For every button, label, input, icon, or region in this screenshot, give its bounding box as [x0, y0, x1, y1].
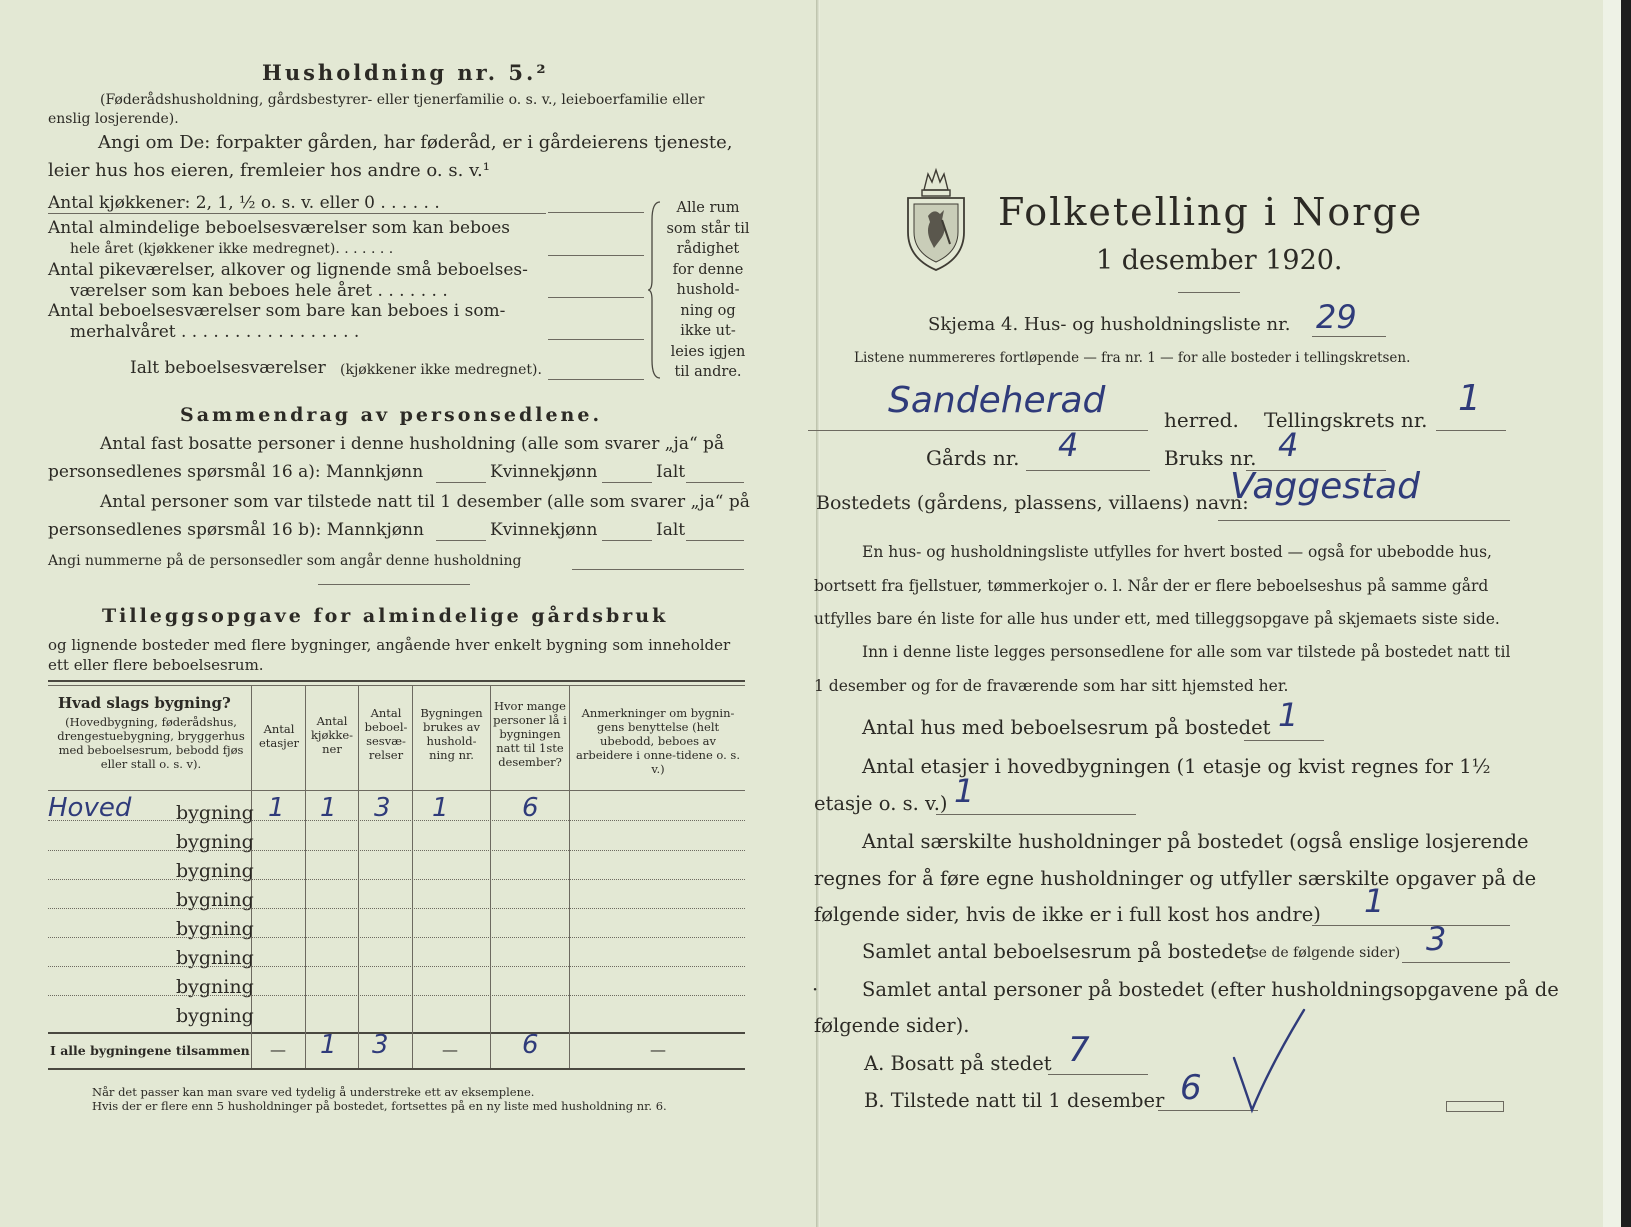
- summary-a-line-2: personsedlenes spørsmål 16 a): Mannkjønn: [48, 462, 424, 482]
- col-header-bygning-sub: (Hovedbygning, føderådshus, drengestuebygning, bryggerhus med beboelsesrum, bebodd fjøs eller stall o. s. v).: [57, 715, 245, 771]
- husholdninger-line-3: følgende sider, hvis de ikke er i full kost hos andre): [814, 903, 1321, 926]
- divider: [1178, 292, 1240, 293]
- table-header-rule: [48, 790, 745, 791]
- form-title: Folketelling i Norge: [998, 190, 1424, 234]
- total-vaerelser[interactable]: 3: [372, 1030, 389, 1060]
- herred-label: herred.: [1164, 408, 1239, 432]
- answer-line-kjokkener[interactable]: [548, 212, 644, 213]
- row-line: [48, 995, 745, 996]
- row-line: [48, 820, 248, 821]
- checkmark-icon: [1230, 1006, 1310, 1116]
- ialt-note: (kjøkkener ikke medregnet).: [340, 362, 542, 378]
- divider: [48, 213, 546, 214]
- tillegg-line-2: ett eller flere beboelsesrum.: [48, 656, 264, 674]
- skjema-number[interactable]: 29: [1316, 298, 1357, 336]
- bullet-dot: ·: [812, 978, 819, 1001]
- answer-line: [1312, 925, 1510, 926]
- col-header-bygning-title: Hvad slags bygning?: [58, 694, 231, 712]
- gards-label: Gårds nr.: [926, 446, 1020, 470]
- answer-line[interactable]: [572, 569, 744, 570]
- building-name[interactable]: Hoved: [48, 793, 132, 823]
- table-top-rule: [48, 680, 745, 682]
- side-note-line: til andre.: [674, 364, 742, 380]
- divider: [318, 584, 470, 585]
- answer-line: [1436, 430, 1506, 431]
- question-almindelige-2: hele året (kjøkkener ikke medregnet). . . . . . .: [70, 241, 394, 257]
- answer-line-sommer[interactable]: [548, 339, 644, 340]
- question-pike-2: værelser som kan beboes hele året . . . . . . .: [70, 281, 448, 301]
- tellingskrets-value[interactable]: 1: [1458, 378, 1481, 419]
- question-kjokkener: Antal kjøkkener: 2, 1, ½ o. s. v. eller 0 . . . . . .: [48, 193, 440, 213]
- personer-line-2: følgende sider).: [814, 1014, 970, 1037]
- question-almindelige-1: Antal almindelige beboelsesværelser som kan beboes: [48, 218, 510, 238]
- bosted-label: Bostedets (gårdens, plassens, villaens) navn:: [816, 492, 1249, 514]
- para-2-line-1: Inn i denne liste legges personsedlene for alle som var tilstede på bostedet natt til: [862, 643, 1511, 661]
- right-page: [812, 0, 1631, 1227]
- total-personer[interactable]: 6: [522, 1030, 539, 1060]
- bosatt-value[interactable]: 7: [1068, 1030, 1090, 1070]
- table-bottom-rule: [48, 1068, 745, 1070]
- ialt-label: Ialt beboelsesværelser: [130, 358, 326, 378]
- answer-line: [1312, 336, 1386, 337]
- cell-husholdning[interactable]: 1: [432, 793, 449, 823]
- bygning-label: bygning: [176, 918, 254, 940]
- bygning-label: bygning: [176, 947, 254, 969]
- coat-of-arms-icon: [904, 160, 968, 272]
- col-divider: [490, 685, 491, 1068]
- answer-line-ialt[interactable]: [548, 379, 644, 380]
- para-1-line-1: En hus- og husholdningsliste utfylles for hvert bosted — også for ubebodde hus,: [862, 543, 1492, 561]
- summary-title: Sammendrag av personsedlene.: [180, 404, 603, 426]
- para-1-line-3: utfylles bare én liste for alle hus under ett, med tilleggsopgave på skjemaets siste side.: [814, 610, 1500, 628]
- side-note-line: for denne: [672, 261, 744, 278]
- footnote-2: Hvis der er flere enn 5 husholdninger på bostedet, fortsettes på en ny liste med husholdning nr. 6.: [92, 1099, 667, 1113]
- side-note-line: Alle rum: [676, 200, 740, 216]
- cell-kjokkener[interactable]: 1: [320, 793, 337, 823]
- row-line: [48, 937, 745, 938]
- angi-nummer: Angi nummerne på de personsedler som angår denne husholdning: [48, 553, 522, 569]
- husholdninger-line-2: regnes for å føre egne husholdninger og utfyller særskilte opgaver på de: [814, 867, 1537, 890]
- summary-b-line-1: Antal personer som var tilstede natt til 1 desember (alle som svarer „ja“ på: [100, 492, 750, 512]
- answer-line-almindelige[interactable]: [548, 255, 644, 256]
- answer-line: [936, 814, 1136, 815]
- question-sommer-1: Antal beboelsesværelser som bare kan beboes i som-: [48, 301, 506, 321]
- col-divider: [305, 685, 306, 1068]
- col-divider: [569, 685, 570, 1068]
- question-pike-1: Antal pikeværelser, alkover og lignende små beboelses-: [48, 260, 528, 280]
- answer-line[interactable]: [436, 540, 486, 541]
- tilstede-label: B. Tilstede natt til 1 desember: [864, 1089, 1165, 1112]
- cell-personer[interactable]: 6: [522, 793, 539, 823]
- form-date: 1 desember 1920.: [1096, 245, 1343, 276]
- row-line: [252, 820, 745, 821]
- side-note-line: hushold-: [676, 282, 740, 298]
- bruks-label: Bruks nr.: [1164, 446, 1257, 470]
- col-header-etasjer: Antal etasjer: [258, 722, 300, 750]
- side-note-line: ikke ut-: [680, 323, 736, 339]
- answer-line[interactable]: [686, 540, 744, 541]
- rum-label: Samlet antal beboelsesrum på bostedet: [862, 940, 1254, 963]
- summary-a-line-1: Antal fast bosatte personer i denne husholdning (alle som svarer „ja“ på: [100, 434, 725, 454]
- etasjer-line-2: etasje o. s. v.): [814, 792, 948, 815]
- bygning-label: bygning: [176, 860, 254, 882]
- bygning-label: bygning: [176, 831, 254, 853]
- bygning-label: bygning: [176, 1005, 254, 1027]
- answer-line: [1218, 520, 1510, 521]
- total-anm: —: [650, 1040, 666, 1059]
- side-note-line: leies igjen: [670, 343, 746, 360]
- personer-line-1: Samlet antal personer på bostedet (efter husholdningsopgavene på de: [862, 978, 1559, 1001]
- question-sommer-2: merhalvåret . . . . . . . . . . . . . . . . .: [70, 322, 360, 342]
- row-line: [48, 879, 745, 880]
- side-note-line: ning og: [680, 302, 736, 319]
- printer-stamp: [1446, 1101, 1504, 1112]
- total-etasjer: —: [270, 1040, 286, 1059]
- bygning-label: bygning: [176, 889, 254, 911]
- side-note-line: som står til: [666, 220, 750, 237]
- para-2-line-2: 1 desember og for de fraværende som har sitt hjemsted her.: [814, 677, 1289, 695]
- husholdninger-line-1: Antal særskilte husholdninger på bostedet (også enslige losjerende: [862, 830, 1529, 853]
- ialt-label-b: Ialt: [656, 520, 686, 540]
- col-divider: [412, 685, 413, 1068]
- ialt-label-a: Ialt: [656, 462, 686, 482]
- household-title: Husholdning nr. 5.²: [262, 60, 549, 85]
- hus-label: Antal hus med beboelsesrum på bostedet: [862, 716, 1271, 739]
- kvinne-label: Kvinnekjønn: [490, 520, 598, 540]
- side-note-line: rådighet: [676, 241, 740, 257]
- row-line: [48, 908, 745, 909]
- para-1-line-2: bortsett fra fjellstuer, tømmerkojer o. l. Når der er flere beboelseshus på samme gård: [814, 577, 1489, 595]
- gards-value[interactable]: 4: [1058, 426, 1079, 464]
- etasjer-line-1: Antal etasjer i hovedbygningen (1 etasje og kvist regnes for 1½: [862, 755, 1491, 778]
- tillegg-line-1: og lignende bosteder med flere bygninger, angående hver enkelt bygning som inneholder: [48, 636, 731, 654]
- husholdninger-value[interactable]: 1: [1364, 882, 1385, 920]
- answer-line[interactable]: [686, 482, 744, 483]
- answer-line: [1048, 1074, 1148, 1075]
- row-line: [48, 850, 745, 851]
- listene-note: Listene nummereres fortløpende — fra nr. 1 — for alle bosteder i tellingskretsen.: [854, 350, 1411, 366]
- angi-line-1: Angi om De: forpakter gården, har føderåd, er i gårdeierens tjeneste,: [98, 132, 733, 153]
- col-divider: [358, 685, 359, 1068]
- rum-value[interactable]: 3: [1426, 920, 1447, 958]
- brace-icon: [648, 200, 664, 380]
- table-top-rule: [48, 685, 745, 686]
- side-note: [664, 198, 752, 383]
- answer-line-pike[interactable]: [548, 297, 644, 298]
- kvinne-label: Kvinnekjønn: [490, 462, 598, 482]
- bosted-value[interactable]: Vaggestad: [1230, 466, 1421, 507]
- herred-value[interactable]: Sandeherad: [888, 380, 1106, 421]
- footnote-1: Når det passer kan man svare ved tydelig å understreke ett av eksemplene.: [92, 1085, 535, 1099]
- cell-etasjer[interactable]: 1: [268, 793, 285, 823]
- tellingskrets-label: Tellingskrets nr.: [1264, 408, 1428, 432]
- col-header-kjokkener: Antal kjøkke-ner: [310, 714, 354, 756]
- total-row-label: I alle bygningene tilsammen: [50, 1043, 250, 1058]
- bygning-label: bygning: [176, 802, 254, 824]
- rum-note: (se de følgende sider): [1246, 945, 1401, 961]
- col-header-vaerelser: Antal beboel-sesvæ-relser: [364, 706, 408, 762]
- bosatt-label: A. Bosatt på stedet: [864, 1052, 1052, 1075]
- angi-line-2: leier hus hos eieren, fremleier hos andre o. s. v.¹: [48, 160, 490, 181]
- etasjer-value[interactable]: 1: [954, 772, 975, 810]
- answer-line: [808, 430, 1148, 431]
- tilstede-value[interactable]: 6: [1180, 1068, 1202, 1108]
- intro-paren-2: enslig losjerende).: [48, 111, 179, 127]
- summary-b-line-2: personsedlenes spørsmål 16 b): Mannkjønn: [48, 520, 424, 540]
- table-total-rule: [48, 1032, 745, 1034]
- col-header-husholdning: Bygningen brukes av hushold-ning nr.: [420, 706, 483, 762]
- answer-line[interactable]: [436, 482, 486, 483]
- hus-value[interactable]: 1: [1278, 696, 1299, 734]
- total-husholdning: —: [442, 1040, 458, 1059]
- answer-line[interactable]: [602, 482, 652, 483]
- col-header-personer: Hvor mange personer lå i bygningen natt til 1ste desember?: [493, 699, 567, 769]
- bygning-label: bygning: [176, 976, 254, 998]
- answer-line[interactable]: [602, 540, 652, 541]
- answer-line: [1244, 740, 1324, 741]
- col-header-anmerkninger: Anmerkninger om bygnin-gens benyttelse (helt ubebodd, beboes av arbeidere i onne-tidene o. s. v.): [575, 706, 740, 776]
- total-kjokkener[interactable]: 1: [320, 1030, 337, 1060]
- skjema-label: Skjema 4. Hus- og husholdningsliste nr.: [928, 314, 1291, 335]
- intro-paren-1: (Føderådshusholdning, gårdsbestyrer- eller tjenerfamilie o. s. v., leieboerfamilie eller: [100, 92, 705, 108]
- bruks-value[interactable]: 4: [1278, 426, 1299, 464]
- tillegg-title: Tilleggsopgave for almindelige gårdsbruk: [102, 605, 669, 627]
- cell-vaerelser[interactable]: 3: [374, 793, 391, 823]
- answer-line: [1026, 470, 1150, 471]
- row-line: [48, 966, 745, 967]
- answer-line: [1402, 962, 1510, 963]
